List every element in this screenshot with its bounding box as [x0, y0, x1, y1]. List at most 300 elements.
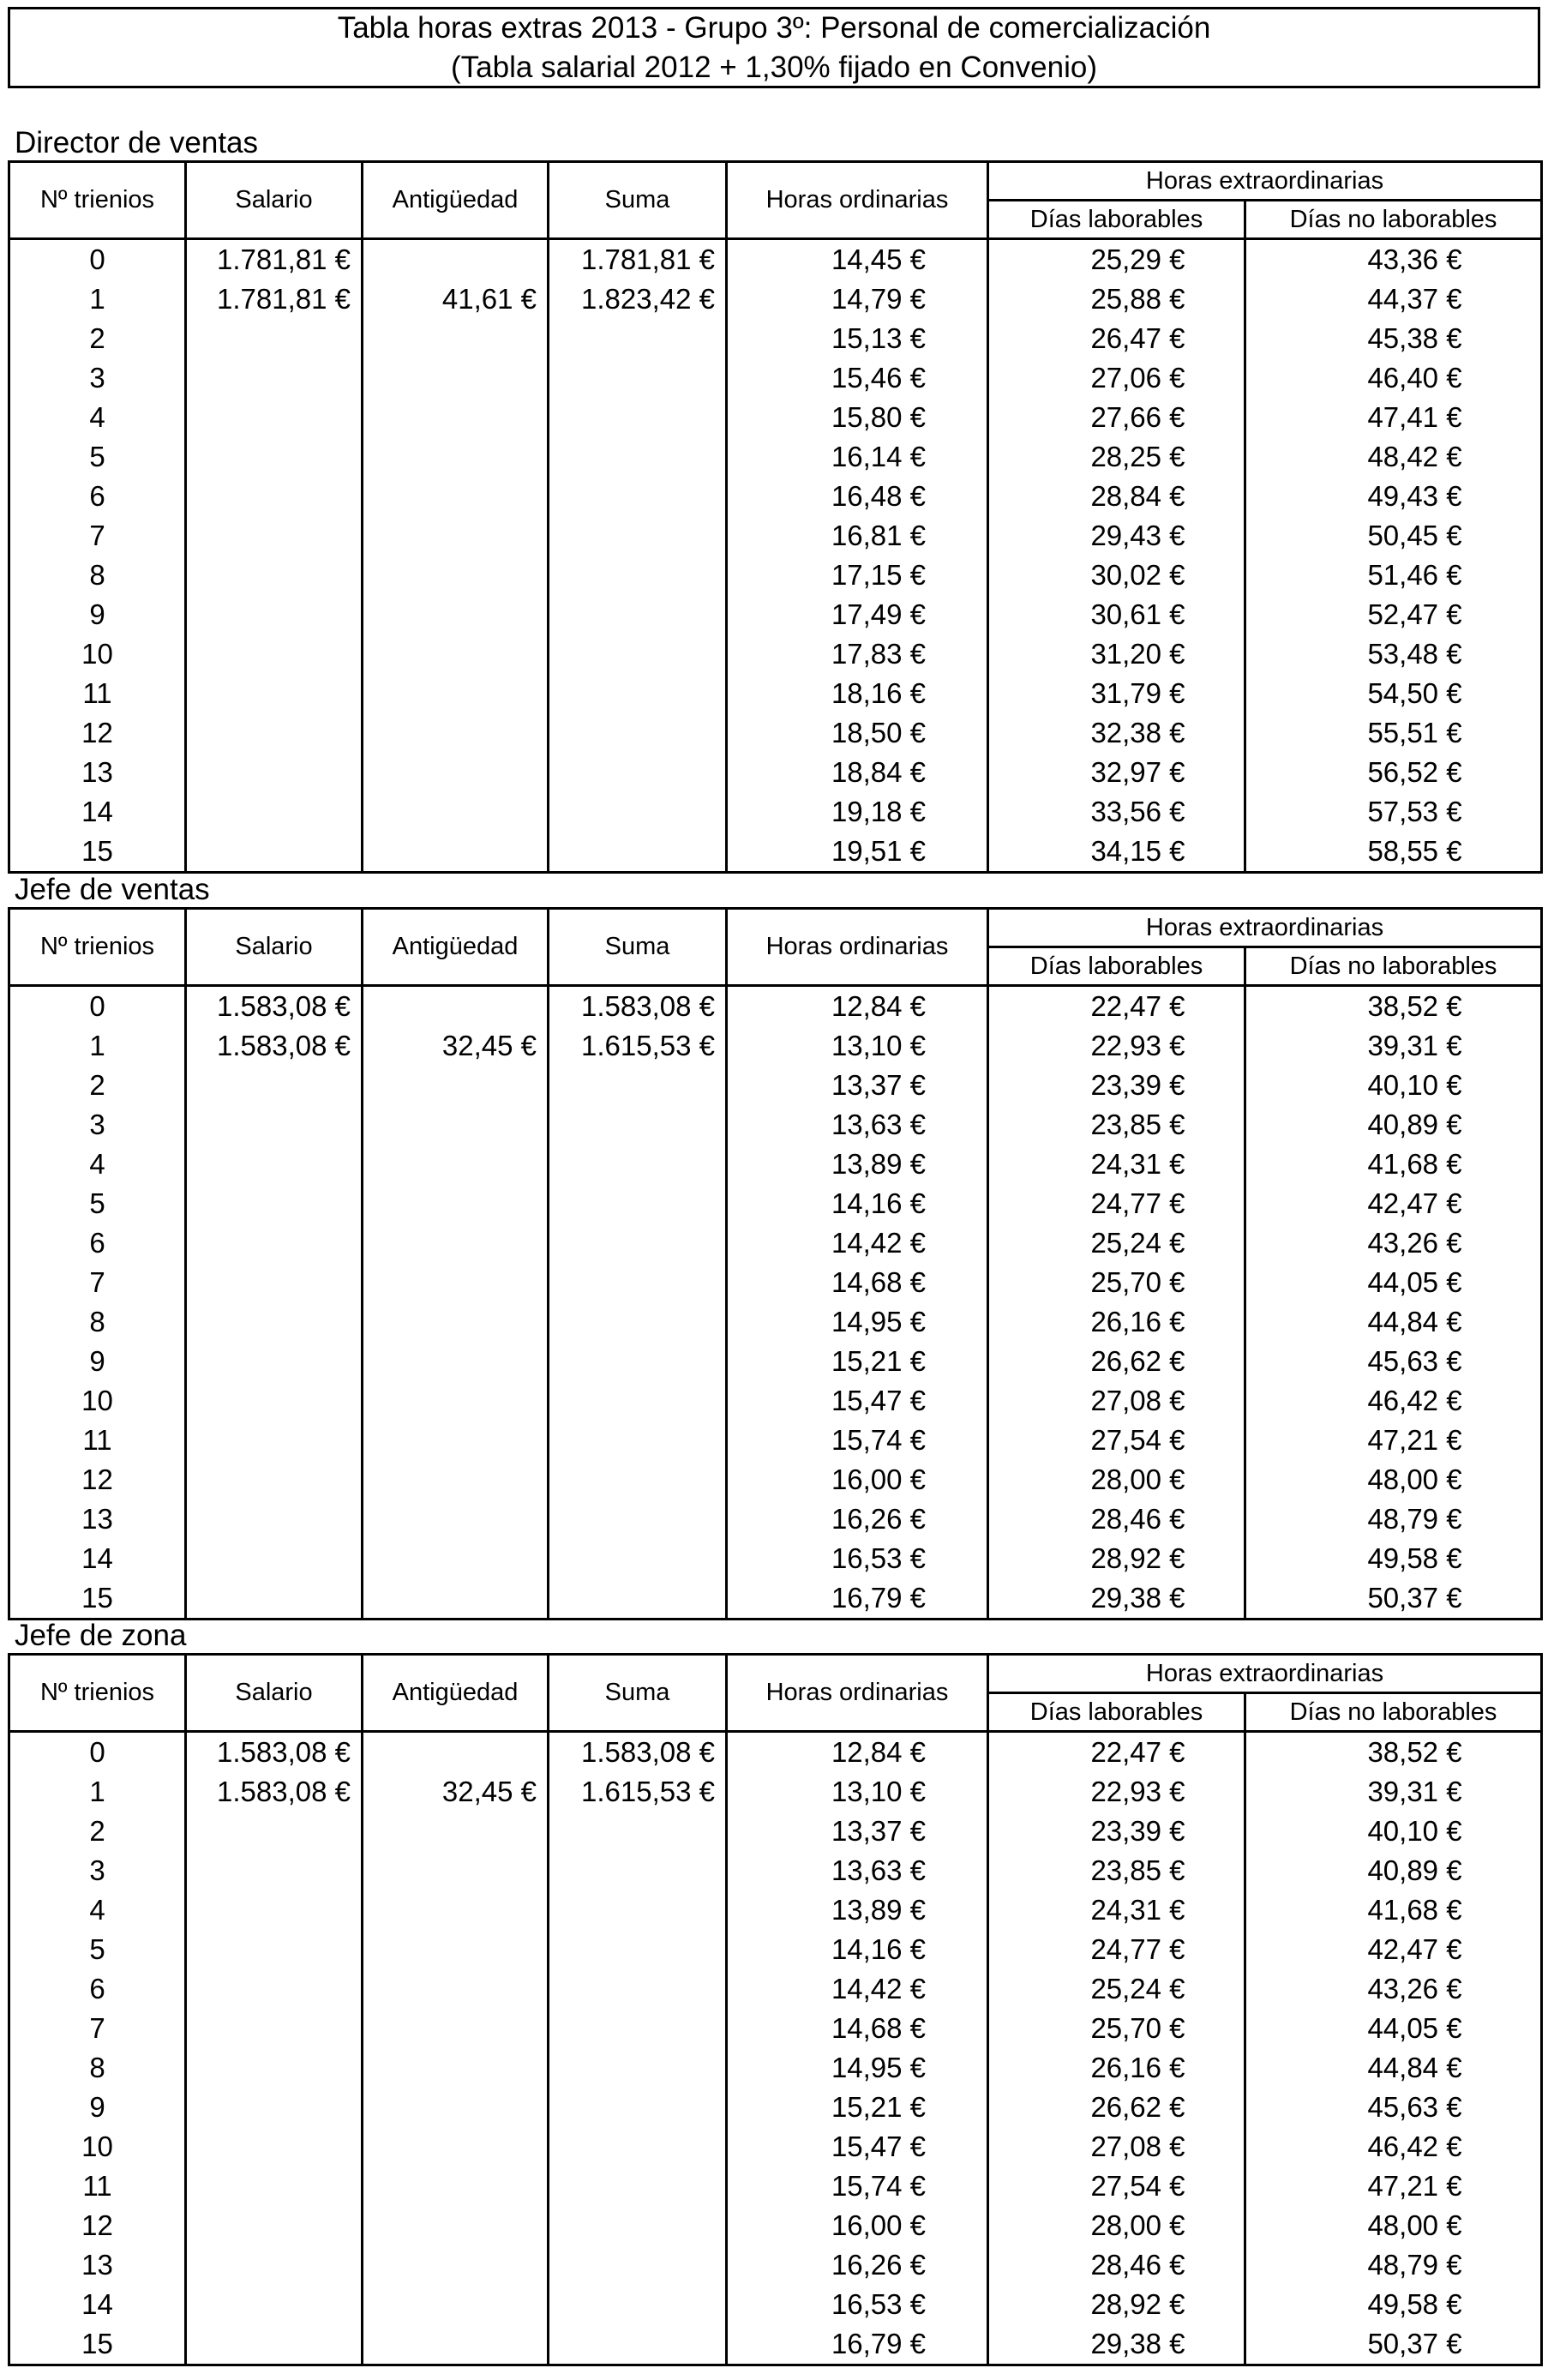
cell-trienios: 9 [9, 595, 186, 634]
cell-salario: 1.583,08 € [186, 1732, 363, 1773]
cell-dias-laborables: 22,47 € [988, 1732, 1245, 1773]
cell-salario [186, 1302, 363, 1342]
cell-salario [186, 1381, 363, 1421]
table-row [9, 1732, 1542, 1773]
cell-suma [549, 398, 727, 437]
cell-antiguedad [363, 1342, 549, 1381]
cell-trienios: 6 [9, 1223, 186, 1263]
cell-trienios: 6 [9, 477, 186, 516]
cell-salario: 1.781,81 € [186, 239, 363, 280]
header-trienios: Nº trienios [9, 1655, 186, 1732]
cell-trienios: 1 [9, 1026, 186, 1066]
cell-antiguedad [363, 792, 549, 832]
cell-horas-ordinarias: 15,47 € [727, 2127, 988, 2167]
table-header [9, 162, 1542, 239]
cell-dias-laborables: 23,85 € [988, 1851, 1245, 1890]
header-suma: Suma [549, 1655, 727, 1732]
table-row [9, 713, 1542, 753]
cell-horas-ordinarias: 17,49 € [727, 595, 988, 634]
cell-suma: 1.615,53 € [549, 1026, 727, 1066]
table-row [9, 2009, 1542, 2048]
cell-horas-ordinarias: 19,51 € [727, 832, 988, 873]
cell-dias-laborables: 28,92 € [988, 2285, 1245, 2324]
table-row [9, 1539, 1542, 1578]
table-row [9, 792, 1542, 832]
table-row [9, 1342, 1542, 1381]
cell-salario [186, 556, 363, 595]
cell-trienios: 14 [9, 792, 186, 832]
cell-suma [549, 1851, 727, 1890]
cell-dias-no-laborables: 49,43 € [1245, 477, 1542, 516]
cell-suma [549, 2167, 727, 2206]
cell-antiguedad [363, 1578, 549, 1620]
cell-salario [186, 2167, 363, 2206]
cell-antiguedad [363, 1381, 549, 1421]
cell-horas-ordinarias: 15,21 € [727, 1342, 988, 1381]
cell-antiguedad [363, 2127, 549, 2167]
section-title: Jefe de zona [15, 1619, 187, 1652]
cell-trienios: 4 [9, 398, 186, 437]
section-title: Jefe de ventas [15, 873, 210, 906]
header-horas-extraordinarias: Horas extraordinarias [988, 909, 1542, 947]
table-row [9, 1500, 1542, 1539]
cell-dias-no-laborables: 52,47 € [1245, 595, 1542, 634]
table-row [9, 1263, 1542, 1302]
document-title [8, 7, 1540, 88]
cell-dias-laborables: 24,77 € [988, 1184, 1245, 1223]
cell-dias-no-laborables: 55,51 € [1245, 713, 1542, 753]
cell-trienios: 4 [9, 1145, 186, 1184]
table-row [9, 1930, 1542, 1969]
cell-salario: 1.583,08 € [186, 986, 363, 1027]
cell-dias-laborables: 28,46 € [988, 2245, 1245, 2285]
cell-antiguedad [363, 516, 549, 556]
cell-suma [549, 674, 727, 713]
table-row [9, 1302, 1542, 1342]
cell-salario [186, 713, 363, 753]
cell-salario [186, 1930, 363, 1969]
cell-dias-laborables: 23,39 € [988, 1812, 1245, 1851]
salary-table-grid [8, 907, 1543, 1620]
cell-dias-laborables: 28,00 € [988, 2206, 1245, 2245]
table-header [9, 909, 1542, 986]
cell-salario [186, 2324, 363, 2365]
cell-horas-ordinarias: 13,63 € [727, 1851, 988, 1890]
header-dias-laborables: Días laborables [988, 201, 1245, 239]
cell-horas-ordinarias: 14,95 € [727, 2048, 988, 2088]
cell-trienios: 12 [9, 1460, 186, 1500]
cell-dias-laborables: 26,62 € [988, 2088, 1245, 2127]
table-row [9, 1890, 1542, 1930]
cell-dias-no-laborables: 39,31 € [1245, 1772, 1542, 1812]
cell-horas-ordinarias: 14,79 € [727, 279, 988, 319]
cell-trienios: 0 [9, 239, 186, 280]
cell-suma [549, 595, 727, 634]
cell-antiguedad [363, 1500, 549, 1539]
cell-trienios: 3 [9, 1105, 186, 1145]
table-row [9, 1772, 1542, 1812]
cell-antiguedad [363, 1184, 549, 1223]
cell-dias-no-laborables: 40,89 € [1245, 1851, 1542, 1890]
header-suma: Suma [549, 909, 727, 986]
table-row [9, 753, 1542, 792]
table-row [9, 1066, 1542, 1105]
cell-suma: 1.583,08 € [549, 1732, 727, 1773]
header-suma: Suma [549, 162, 727, 239]
cell-dias-laborables: 24,77 € [988, 1930, 1245, 1969]
cell-dias-laborables: 25,88 € [988, 279, 1245, 319]
table-row [9, 516, 1542, 556]
cell-trienios: 15 [9, 832, 186, 873]
cell-antiguedad [363, 1460, 549, 1500]
cell-horas-ordinarias: 15,47 € [727, 1381, 988, 1421]
cell-horas-ordinarias: 16,14 € [727, 437, 988, 477]
cell-horas-ordinarias: 13,37 € [727, 1066, 988, 1105]
cell-dias-laborables: 27,08 € [988, 1381, 1245, 1421]
cell-antiguedad [363, 2167, 549, 2206]
cell-suma [549, 792, 727, 832]
cell-dias-laborables: 33,56 € [988, 792, 1245, 832]
cell-dias-no-laborables: 43,26 € [1245, 1223, 1542, 1263]
cell-suma [549, 1381, 727, 1421]
cell-salario [186, 674, 363, 713]
cell-dias-laborables: 27,54 € [988, 1421, 1245, 1460]
cell-salario [186, 753, 363, 792]
cell-dias-laborables: 24,31 € [988, 1145, 1245, 1184]
cell-trienios: 12 [9, 713, 186, 753]
cell-dias-laborables: 29,38 € [988, 1578, 1245, 1620]
cell-trienios: 14 [9, 1539, 186, 1578]
header-salario: Salario [186, 1655, 363, 1732]
cell-dias-laborables: 25,24 € [988, 1223, 1245, 1263]
cell-dias-laborables: 25,29 € [988, 239, 1245, 280]
cell-salario [186, 437, 363, 477]
cell-suma [549, 1105, 727, 1145]
cell-dias-no-laborables: 47,41 € [1245, 398, 1542, 437]
cell-antiguedad [363, 1732, 549, 1773]
cell-horas-ordinarias: 16,26 € [727, 1500, 988, 1539]
cell-dias-laborables: 29,38 € [988, 2324, 1245, 2365]
cell-antiguedad [363, 986, 549, 1027]
cell-salario [186, 1342, 363, 1381]
cell-suma [549, 1969, 727, 2009]
cell-suma [549, 1460, 727, 1500]
cell-dias-no-laborables: 41,68 € [1245, 1890, 1542, 1930]
table-row [9, 1969, 1542, 2009]
cell-trienios: 13 [9, 753, 186, 792]
cell-suma [549, 634, 727, 674]
cell-suma [549, 2285, 727, 2324]
cell-suma [549, 2206, 727, 2245]
cell-salario [186, 1812, 363, 1851]
cell-salario [186, 2127, 363, 2167]
cell-horas-ordinarias: 14,16 € [727, 1930, 988, 1969]
header-row [9, 909, 1542, 947]
table-row [9, 1421, 1542, 1460]
cell-suma [549, 2088, 727, 2127]
table-row [9, 595, 1542, 634]
cell-horas-ordinarias: 15,74 € [727, 2167, 988, 2206]
cell-dias-laborables: 28,84 € [988, 477, 1245, 516]
cell-suma: 1.583,08 € [549, 986, 727, 1027]
cell-dias-laborables: 29,43 € [988, 516, 1245, 556]
cell-trienios: 12 [9, 2206, 186, 2245]
cell-dias-laborables: 26,47 € [988, 319, 1245, 358]
cell-dias-no-laborables: 49,58 € [1245, 2285, 1542, 2324]
cell-trienios: 14 [9, 2285, 186, 2324]
salary-table-grid [8, 160, 1543, 874]
cell-horas-ordinarias: 15,13 € [727, 319, 988, 358]
cell-suma [549, 358, 727, 398]
salary-table [8, 160, 1540, 874]
table-row [9, 1851, 1542, 1890]
cell-dias-no-laborables: 48,00 € [1245, 1460, 1542, 1500]
header-row [9, 162, 1542, 201]
cell-antiguedad [363, 595, 549, 634]
cell-horas-ordinarias: 15,46 € [727, 358, 988, 398]
cell-suma [549, 713, 727, 753]
cell-dias-laborables: 25,70 € [988, 1263, 1245, 1302]
cell-trienios: 1 [9, 1772, 186, 1812]
table-row [9, 2088, 1542, 2127]
cell-trienios: 5 [9, 1184, 186, 1223]
cell-horas-ordinarias: 18,16 € [727, 674, 988, 713]
cell-trienios: 5 [9, 437, 186, 477]
cell-antiguedad [363, 1421, 549, 1460]
cell-dias-no-laborables: 43,26 € [1245, 1969, 1542, 2009]
cell-dias-no-laborables: 40,10 € [1245, 1066, 1542, 1105]
header-dias-laborables: Días laborables [988, 1693, 1245, 1732]
cell-antiguedad [363, 674, 549, 713]
cell-dias-no-laborables: 46,40 € [1245, 358, 1542, 398]
cell-suma [549, 753, 727, 792]
cell-dias-no-laborables: 48,79 € [1245, 2245, 1542, 2285]
cell-suma [549, 437, 727, 477]
cell-dias-no-laborables: 40,89 € [1245, 1105, 1542, 1145]
cell-dias-no-laborables: 54,50 € [1245, 674, 1542, 713]
cell-trienios: 11 [9, 2167, 186, 2206]
cell-suma [549, 1890, 727, 1930]
cell-antiguedad [363, 477, 549, 516]
cell-trienios: 11 [9, 1421, 186, 1460]
table-row [9, 2048, 1542, 2088]
cell-horas-ordinarias: 18,84 € [727, 753, 988, 792]
table-row [9, 2206, 1542, 2245]
cell-salario [186, 2048, 363, 2088]
cell-salario [186, 1539, 363, 1578]
cell-trienios: 4 [9, 1890, 186, 1930]
cell-horas-ordinarias: 16,26 € [727, 2245, 988, 2285]
cell-suma [549, 1223, 727, 1263]
header-salario: Salario [186, 909, 363, 986]
table-row [9, 398, 1542, 437]
cell-salario [186, 832, 363, 873]
header-dias-laborables: Días laborables [988, 947, 1245, 986]
cell-dias-laborables: 27,06 € [988, 358, 1245, 398]
cell-trienios: 2 [9, 1812, 186, 1851]
cell-suma: 1.823,42 € [549, 279, 727, 319]
cell-suma: 1.615,53 € [549, 1772, 727, 1812]
cell-trienios: 8 [9, 2048, 186, 2088]
cell-suma: 1.781,81 € [549, 239, 727, 280]
cell-dias-no-laborables: 40,10 € [1245, 1812, 1542, 1851]
cell-horas-ordinarias: 13,37 € [727, 1812, 988, 1851]
cell-suma [549, 1263, 727, 1302]
cell-dias-laborables: 32,38 € [988, 713, 1245, 753]
cell-dias-no-laborables: 56,52 € [1245, 753, 1542, 792]
cell-dias-no-laborables: 44,05 € [1245, 2009, 1542, 2048]
table-row [9, 2245, 1542, 2285]
cell-antiguedad [363, 437, 549, 477]
cell-dias-no-laborables: 50,37 € [1245, 2324, 1542, 2365]
cell-horas-ordinarias: 16,53 € [727, 1539, 988, 1578]
cell-salario [186, 1890, 363, 1930]
cell-dias-no-laborables: 47,21 € [1245, 1421, 1542, 1460]
cell-antiguedad: 32,45 € [363, 1026, 549, 1066]
cell-trienios: 15 [9, 2324, 186, 2365]
cell-salario [186, 358, 363, 398]
cell-dias-no-laborables: 42,47 € [1245, 1930, 1542, 1969]
cell-trienios: 15 [9, 1578, 186, 1620]
cell-salario [186, 2009, 363, 2048]
cell-dias-laborables: 27,54 € [988, 2167, 1245, 2206]
cell-suma [549, 1184, 727, 1223]
cell-antiguedad [363, 634, 549, 674]
cell-trienios: 0 [9, 1732, 186, 1773]
table-row [9, 279, 1542, 319]
cell-horas-ordinarias: 18,50 € [727, 713, 988, 753]
cell-horas-ordinarias: 13,89 € [727, 1145, 988, 1184]
header-horas-ordinarias: Horas ordinarias [727, 909, 988, 986]
cell-suma [549, 1578, 727, 1620]
cell-dias-laborables: 28,46 € [988, 1500, 1245, 1539]
header-antiguedad: Antigüedad [363, 1655, 549, 1732]
header-dias-no-laborables: Días no laborables [1245, 947, 1542, 986]
table-row [9, 556, 1542, 595]
cell-dias-no-laborables: 38,52 € [1245, 986, 1542, 1027]
table-row [9, 634, 1542, 674]
cell-dias-laborables: 22,93 € [988, 1026, 1245, 1066]
cell-antiguedad [363, 713, 549, 753]
cell-horas-ordinarias: 16,81 € [727, 516, 988, 556]
cell-salario [186, 1421, 363, 1460]
cell-salario [186, 1105, 363, 1145]
cell-antiguedad [363, 1223, 549, 1263]
cell-horas-ordinarias: 16,79 € [727, 1578, 988, 1620]
cell-dias-laborables: 28,25 € [988, 437, 1245, 477]
cell-suma [549, 477, 727, 516]
cell-suma [549, 1930, 727, 1969]
header-horas-extraordinarias: Horas extraordinarias [988, 1655, 1542, 1693]
cell-dias-no-laborables: 49,58 € [1245, 1539, 1542, 1578]
cell-salario [186, 792, 363, 832]
cell-trienios: 9 [9, 2088, 186, 2127]
table-row [9, 239, 1542, 280]
cell-dias-laborables: 28,00 € [988, 1460, 1245, 1500]
header-horas-ordinarias: Horas ordinarias [727, 1655, 988, 1732]
cell-dias-laborables: 34,15 € [988, 832, 1245, 873]
title-line-2: (Tabla salarial 2012 + 1,30% fijado en Convenio) [451, 50, 1097, 84]
cell-horas-ordinarias: 13,10 € [727, 1772, 988, 1812]
cell-salario: 1.781,81 € [186, 279, 363, 319]
cell-dias-laborables: 23,85 € [988, 1105, 1245, 1145]
cell-trienios: 8 [9, 556, 186, 595]
cell-salario [186, 477, 363, 516]
cell-antiguedad [363, 2009, 549, 2048]
cell-antiguedad [363, 2285, 549, 2324]
table-row [9, 437, 1542, 477]
title-line-1: Tabla horas extras 2013 - Grupo 3º: Personal de comercialización [337, 10, 1211, 45]
cell-horas-ordinarias: 16,53 € [727, 2285, 988, 2324]
header-trienios: Nº trienios [9, 909, 186, 986]
cell-suma [549, 1812, 727, 1851]
cell-trienios: 3 [9, 1851, 186, 1890]
cell-dias-laborables: 27,08 € [988, 2127, 1245, 2167]
cell-suma [549, 2127, 727, 2167]
cell-antiguedad [363, 2206, 549, 2245]
cell-dias-laborables: 22,47 € [988, 986, 1245, 1027]
cell-trienios: 13 [9, 2245, 186, 2285]
cell-trienios: 1 [9, 279, 186, 319]
cell-antiguedad [363, 319, 549, 358]
cell-suma [549, 832, 727, 873]
cell-horas-ordinarias: 14,42 € [727, 1969, 988, 2009]
cell-dias-no-laborables: 58,55 € [1245, 832, 1542, 873]
cell-antiguedad [363, 1969, 549, 2009]
cell-antiguedad: 32,45 € [363, 1772, 549, 1812]
cell-trienios: 7 [9, 516, 186, 556]
cell-salario [186, 2285, 363, 2324]
cell-dias-no-laborables: 51,46 € [1245, 556, 1542, 595]
cell-trienios: 10 [9, 2127, 186, 2167]
cell-horas-ordinarias: 14,42 € [727, 1223, 988, 1263]
cell-dias-laborables: 26,16 € [988, 1302, 1245, 1342]
cell-dias-no-laborables: 43,36 € [1245, 239, 1542, 280]
cell-horas-ordinarias: 17,15 € [727, 556, 988, 595]
cell-dias-laborables: 25,70 € [988, 2009, 1245, 2048]
cell-horas-ordinarias: 16,00 € [727, 2206, 988, 2245]
cell-suma [549, 1302, 727, 1342]
header-horas-extraordinarias: Horas extraordinarias [988, 162, 1542, 201]
cell-dias-no-laborables: 48,79 € [1245, 1500, 1542, 1539]
cell-dias-no-laborables: 45,63 € [1245, 2088, 1542, 2127]
cell-dias-laborables: 32,97 € [988, 753, 1245, 792]
cell-horas-ordinarias: 14,45 € [727, 239, 988, 280]
cell-dias-laborables: 25,24 € [988, 1969, 1245, 2009]
cell-dias-no-laborables: 48,00 € [1245, 2206, 1542, 2245]
cell-suma [549, 516, 727, 556]
cell-dias-laborables: 26,16 € [988, 2048, 1245, 2088]
cell-antiguedad [363, 1930, 549, 1969]
cell-horas-ordinarias: 14,68 € [727, 2009, 988, 2048]
header-antiguedad: Antigüedad [363, 909, 549, 986]
cell-horas-ordinarias: 15,74 € [727, 1421, 988, 1460]
header-dias-no-laborables: Días no laborables [1245, 1693, 1542, 1732]
table-row [9, 832, 1542, 873]
cell-antiguedad [363, 398, 549, 437]
cell-antiguedad [363, 1812, 549, 1851]
cell-salario [186, 2245, 363, 2285]
header-horas-ordinarias: Horas ordinarias [727, 162, 988, 239]
cell-dias-laborables: 30,61 € [988, 595, 1245, 634]
table-row [9, 2167, 1542, 2206]
cell-salario [186, 595, 363, 634]
table-row [9, 986, 1542, 1027]
table-row [9, 674, 1542, 713]
cell-salario [186, 634, 363, 674]
cell-horas-ordinarias: 17,83 € [727, 634, 988, 674]
cell-horas-ordinarias: 12,84 € [727, 1732, 988, 1773]
